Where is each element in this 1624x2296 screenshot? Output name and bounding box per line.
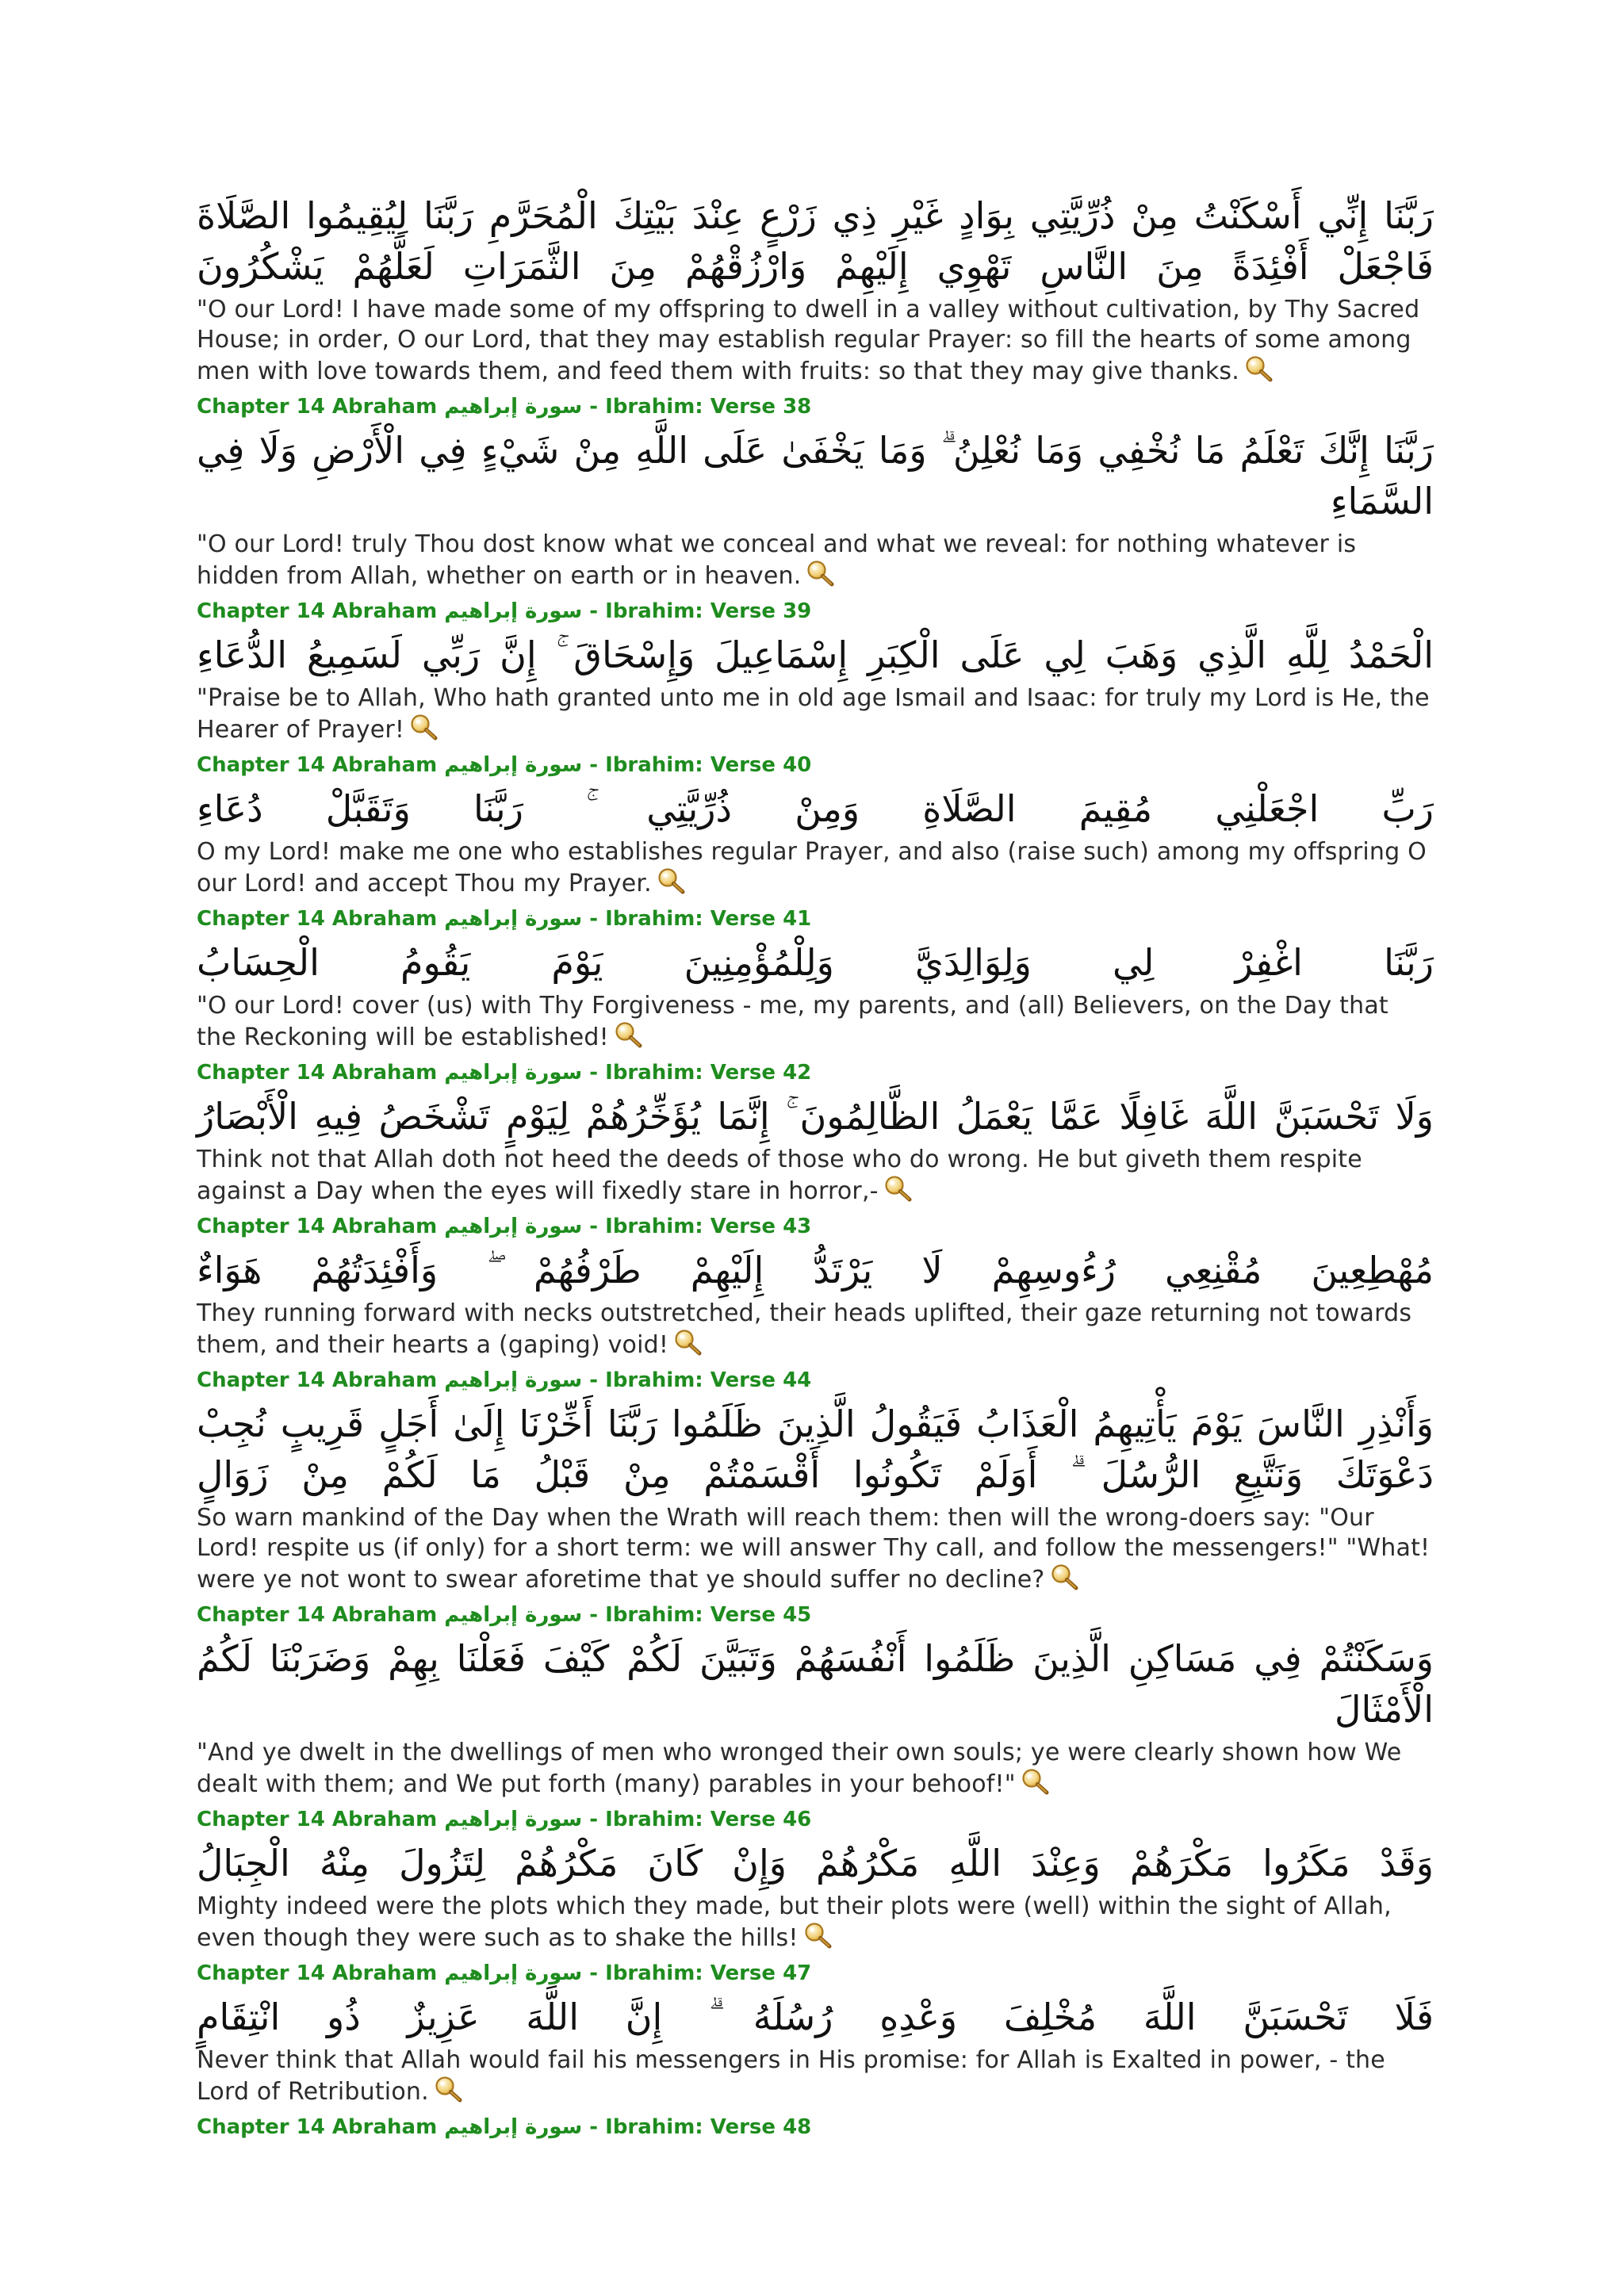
arabic-verse-text: الْحَمْدُ لِلَّهِ الَّذِي وَهَبَ لِي عَلَى الْكِبَرِ إِسْمَاعِيلَ وَإِسْحَاقَ ۚ إِنَّ رَبِّي لَسَمِيعُ الدُّعَاءِ	[197, 633, 1434, 676]
arabic-verse-text: فَلَا تَحْسَبَنَّ اللَّهَ مُخْلِفَ وَعْدِهِ رُسُلَهُ ۗ إِنَّ اللَّهَ عَزِيزٌ ذُو انْتِقَامٍ	[197, 1996, 1434, 2038]
magnifying-glass-icon[interactable]	[1050, 1563, 1080, 1592]
english-translation	[197, 1299, 1434, 1360]
verse-number-label: - Ibrahim: Verse 43	[582, 1215, 812, 1238]
english-translation	[197, 1503, 1434, 1595]
translation-text: "O our Lord! truly Thou dost know what we conceal and what we reveal: for nothing whatever is hidden from Allah, whether on earth or in heaven.	[197, 530, 1357, 590]
magnifying-glass-icon[interactable]	[657, 867, 687, 896]
arabic-verse-text: رَبَّنَا اغْفِرْ لِي وَلِوَالِدَيَّ وَلِلْمُؤْمِنِينَ يَوْمَ يَقُومُ الْحِسَابُ	[197, 941, 1434, 984]
magnifying-glass-icon[interactable]	[803, 1922, 833, 1950]
english-translation	[197, 530, 1434, 591]
arabic-verse-text: وَلَا تَحْسَبَنَّ اللَّهَ غَافِلًا عَمَّا يَعْمَلُ الظَّالِمُونَ ۚ إِنَّمَا يُؤَخِّرُهُمْ لِيَوْمٍ تَشْخَصُ فِيهِ الْأَبْصَارُ	[197, 1095, 1434, 1138]
verse-block	[197, 1091, 1434, 1240]
chapter-label: Chapter 14 Abraham	[197, 753, 445, 777]
verse-block	[197, 1399, 1434, 1628]
verse-number-label: - Ibrahim: Verse 48	[582, 2115, 812, 2139]
verse-number-label: - Ibrahim: Verse 46	[582, 1808, 812, 1831]
chapter-label: Chapter 14 Abraham	[197, 599, 445, 623]
magnifying-glass-icon[interactable]	[806, 560, 836, 588]
verse-block	[197, 1633, 1434, 1833]
chapter-label: Chapter 14 Abraham	[197, 2115, 445, 2139]
verse-block	[197, 1992, 1434, 2141]
translation-text: O my Lord! make me one who establishes regular Prayer, and also (raise such) among my offspring O our Lord! and accept Thou my Prayer.	[197, 838, 1427, 897]
english-translation	[197, 683, 1434, 745]
translation-text: "O our Lord! cover (us) with Thy Forgiveness - me, my parents, and (all) Believers, on the Day that the Reckoning will be established!	[197, 992, 1388, 1051]
magnifying-glass-icon[interactable]	[1244, 355, 1274, 384]
verse-block	[197, 425, 1434, 625]
surah-arabic-name: سورة إبراهيم	[444, 395, 583, 419]
verse-number-label: - Ibrahim: Verse 45	[582, 1603, 812, 1627]
chapter-label: Chapter 14 Abraham	[197, 1808, 445, 1831]
verse-number-label: - Ibrahim: Verse 40	[582, 753, 812, 777]
translation-text: So warn mankind of the Day when the Wrath will reach them: then will the wrong-doers say: "Our Lord! respite us (if only) for a short term: we will answer Thy call, and follow the messengers!" "What! were ye not wont to swear aforetime that ye should suffer no decline?	[197, 1504, 1431, 1594]
arabic-verse-text: وَسَكَنْتُمْ فِي مَسَاكِنِ الَّذِينَ ظَلَمُوا أَنْفُسَهُمْ وَتَبَيَّنَ لَكُمْ كَيْفَ فَعَلْنَا بِهِمْ وَضَرَبْنَا لَكُمُ الْأَمْثَالَ	[197, 1637, 1434, 1731]
verse-block	[197, 783, 1434, 932]
translation-text: Think not that Allah doth not heed the deeds of those who do wrong. He but giveth them respite against a Day when the eyes will fixedly stare in horror,-	[197, 1146, 1362, 1205]
translation-text: "And ye dwelt in the dwellings of men who wronged their own souls; ye were clearly shown how We dealt with them; and We put forth (many) parables in your behoof!"	[197, 1739, 1402, 1798]
verse-block	[197, 629, 1434, 779]
translation-text: They running forward with necks outstretched, their heads uplifted, their gaze returning not towards them, and their hearts a (gaping) void!	[197, 1299, 1412, 1359]
chapter-verse-reference[interactable]	[197, 1367, 1434, 1394]
translation-text: "O our Lord! I have made some of my offspring to dwell in a valley without cultivation, by Thy Sacred House; in order, O our Lord, that they may establish regular Prayer: so fill the hearts of some among men with love towards them, and feed them with fruits: so that they may give thanks.	[197, 296, 1420, 385]
english-translation	[197, 2045, 1434, 2107]
arabic-verse-text: مُهْطِعِينَ مُقْنِعِي رُءُوسِهِمْ لَا يَرْتَدُّ إِلَيْهِمْ طَرْفُهُمْ ۖ وَأَفْئِدَتُهُمْ هَوَاءٌ	[197, 1249, 1434, 1292]
translation-text: Mighty indeed were the plots which they made, but their plots were (well) within the sight of Allah, even though they were such as to shake the hills!	[197, 1892, 1392, 1952]
verse-number-label: - Ibrahim: Verse 39	[582, 599, 812, 623]
chapter-label: Chapter 14 Abraham	[197, 1368, 445, 1392]
magnifying-glass-icon[interactable]	[434, 2076, 464, 2104]
chapter-verse-reference[interactable]	[197, 905, 1434, 932]
surah-arabic-name: سورة إبراهيم	[444, 907, 583, 931]
arabic-verse-text: رَبَّنَا إِنَّكَ تَعْلَمُ مَا نُخْفِي وَمَا نُعْلِنُ ۗ وَمَا يَخْفَىٰ عَلَى اللَّهِ مِنْ شَيْءٍ فِي الْأَرْضِ وَلَا فِي السَّمَاءِ	[197, 429, 1434, 522]
chapter-label: Chapter 14 Abraham	[197, 1061, 445, 1085]
english-translation	[197, 837, 1434, 899]
chapter-verse-reference[interactable]	[197, 598, 1434, 625]
verse-block	[197, 937, 1434, 1086]
verse-number-label: - Ibrahim: Verse 38	[582, 395, 812, 419]
surah-arabic-name: سورة إبراهيم	[444, 1603, 583, 1627]
chapter-label: Chapter 14 Abraham	[197, 1961, 445, 1985]
magnifying-glass-icon[interactable]	[409, 714, 439, 742]
translation-text: "Praise be to Allah, Who hath granted unto me in old age Ismail and Isaac: for truly my Lord is He, the Hearer of Prayer!	[197, 684, 1430, 744]
english-translation	[197, 1145, 1434, 1207]
magnifying-glass-icon[interactable]	[673, 1329, 703, 1357]
surah-arabic-name: سورة إبراهيم	[444, 1215, 583, 1238]
chapter-verse-reference[interactable]	[197, 2114, 1434, 2141]
magnifying-glass-icon[interactable]	[614, 1021, 644, 1050]
surah-arabic-name: سورة إبراهيم	[444, 1061, 583, 1085]
magnifying-glass-icon[interactable]	[883, 1175, 914, 1203]
chapter-verse-reference[interactable]	[197, 1960, 1434, 1987]
document-page	[197, 190, 1434, 2145]
arabic-verse-text: وَأَنْذِرِ النَّاسَ يَوْمَ يَأْتِيهِمُ الْعَذَابُ فَيَقُولُ الَّذِينَ ظَلَمُوا رَبَّنَا أَخِّرْنَا إِلَىٰ أَجَلٍ قَرِيبٍ نُجِبْ دَعْوَتَكَ وَنَتَّبِعِ الرُّسُلَ ۗ أَوَلَمْ تَكُونُوا أَقْسَمْتُمْ مِنْ قَبْلُ مَا لَكُمْ مِنْ زَوَالٍ	[197, 1402, 1434, 1496]
verse-number-label: - Ibrahim: Verse 47	[582, 1961, 812, 1985]
verse-number-label: - Ibrahim: Verse 42	[582, 1061, 812, 1085]
verse-block	[197, 190, 1434, 420]
chapter-verse-reference[interactable]	[197, 1059, 1434, 1086]
chapter-verse-reference[interactable]	[197, 752, 1434, 779]
chapter-label: Chapter 14 Abraham	[197, 907, 445, 931]
chapter-verse-reference[interactable]	[197, 1213, 1434, 1240]
verse-number-label: - Ibrahim: Verse 44	[582, 1368, 812, 1392]
surah-arabic-name: سورة إبراهيم	[444, 2115, 583, 2139]
translation-text: Never think that Allah would fail his messengers in His promise: for Allah is Exalted in power, - the Lord of Retribution.	[197, 2046, 1385, 2106]
english-translation	[197, 295, 1434, 387]
arabic-verse-text: وَقَدْ مَكَرُوا مَكْرَهُمْ وَعِنْدَ اللَّهِ مَكْرُهُمْ وَإِنْ كَانَ مَكْرُهُمْ لِتَزُولَ مِنْهُ الْجِبَالُ	[197, 1842, 1434, 1885]
surah-arabic-name: سورة إبراهيم	[444, 1961, 583, 1985]
chapter-label: Chapter 14 Abraham	[197, 1603, 445, 1627]
magnifying-glass-icon[interactable]	[1021, 1768, 1051, 1797]
english-translation	[197, 1738, 1434, 1800]
chapter-label: Chapter 14 Abraham	[197, 1215, 445, 1238]
verse-block	[197, 1245, 1434, 1394]
chapter-verse-reference[interactable]	[197, 1601, 1434, 1628]
arabic-verse-text: رَبِّ اجْعَلْنِي مُقِيمَ الصَّلَاةِ وَمِنْ ذُرِّيَّتِي ۚ رَبَّنَا وَتَقَبَّلْ دُعَاءِ	[197, 787, 1434, 830]
surah-arabic-name: سورة إبراهيم	[444, 599, 583, 623]
chapter-verse-reference[interactable]	[197, 393, 1434, 420]
arabic-verse-text: رَبَّنَا إِنِّي أَسْكَنْتُ مِنْ ذُرِّيَّتِي بِوَادٍ غَيْرِ ذِي زَرْعٍ عِنْدَ بَيْتِكَ الْمُحَرَّمِ رَبَّنَا لِيُقِيمُوا الصَّلَاةَ فَاجْعَلْ أَفْئِدَةً مِنَ النَّاسِ تَهْوِي إِلَيْهِمْ وَارْزُقْهُمْ مِنَ الثَّمَرَاتِ لَعَلَّهُمْ يَشْكُرُونَ	[197, 194, 1434, 288]
surah-arabic-name: سورة إبراهيم	[444, 753, 583, 777]
surah-arabic-name: سورة إبراهيم	[444, 1808, 583, 1831]
verse-block	[197, 1838, 1434, 1987]
english-translation	[197, 1892, 1434, 1954]
surah-arabic-name: سورة إبراهيم	[444, 1368, 583, 1392]
english-translation	[197, 991, 1434, 1053]
chapter-label: Chapter 14 Abraham	[197, 395, 445, 419]
chapter-verse-reference[interactable]	[197, 1806, 1434, 1833]
verse-number-label: - Ibrahim: Verse 41	[582, 907, 812, 931]
